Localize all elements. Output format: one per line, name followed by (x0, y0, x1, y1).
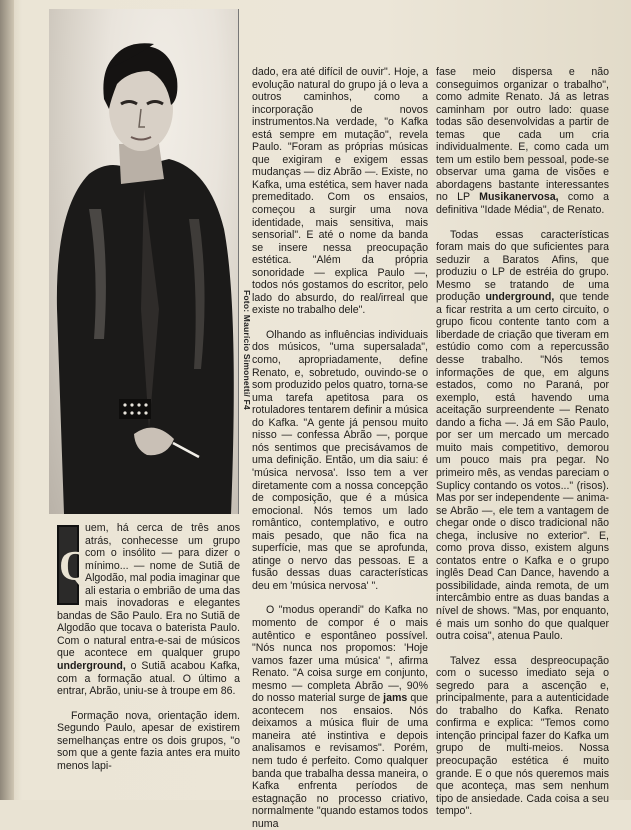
paragraph: Todas essas características foram mais do que suficientes para seduzir a Baratos Afins, que produziu o LP de estréia do grupo. Mesmo se tratando de uma produção underground, que tende a ficar restrita a um certo circuito, o grupo ficou contente tanto com a liberdade de criação que tiveram em estúdio como com a repercussão desse trabalho. "Nós temos informações de que, em alguns estados, como no Paraná, por exemplo, está havendo uma aceitação surpreendente — Renato dando a ficha —. Já em São Paulo, por ser um mercado um mercado muito mais competitivo, demorou um pouco mais pra pegar. No primeiro mês, as vendas pareciam o Suplicy contando os votos..." (risos). Mas por ser independente — anima-se Abrão —, ele tem a vantagem de chegar onde o disco tradicional não chega, inclusive no exterior". E, como prova disso, existem alguns contatos entre o Kafka e o grupo inglês Dead Can Dance, havendo a possibilidade, ainda remota, de um intercâmbio entre as duas bandas a nível de shows. "Mas, por enquanto, é mais um sonho do que qualquer outra coisa", atenua Paulo. (436, 228, 609, 643)
photo-right-rule (238, 9, 239, 514)
article-column-2 (252, 66, 428, 830)
paragraph: O "modus operandi" do Kafka no momento de compor é o mais autêntico e espontâneo possível. "Nós nunca nos propomos: 'Hoje vamos fazer uma música' ", afirma Renato. "A coisa surge em conjunto, mesmo — completa Abrão —, 90% do nosso material surge de jams que acontecem nos ensaios. Nós deixamos a música fluir de uma maneira até instintiva e depois analisamos e revisamos". Porém, nem tudo é perfeito. Como qualquer banda que trabalha dessa maneira, o Kafka enfrenta períodos de estagnação no processo criativo, normalmente "quando estamos todos numa (252, 604, 428, 830)
paragraph: Talvez essa despreocupação com o sucesso imediato seja o segredo para a ascenção e, principalmente, para a autenticidade do trabalho do Kafka. Renato confirma e explica: "Temos como intenção principal fazer do Kafka um grupo de multi-meios. Nossa preocupação estética é muito grande. E o que nós queremos mais que aconteça, mas sem nenhum tipo de ansiedade. Cada coisa a seu tempo". (436, 654, 609, 818)
photo-credit-text: Foto: Maurício Simonetti/ F4 (242, 290, 252, 410)
page-edge-shadow (0, 0, 14, 800)
portrait-photo (49, 9, 239, 514)
paragraph: Formação nova, orientação idem. Segundo Paulo, apesar de existirem semelhanças entre os dois grupos, "o som que a gente fazia antes era muito menos lapi- (57, 709, 240, 772)
article-column-1 (57, 522, 240, 772)
paragraph: fase meio dispersa e não conseguimos organizar o trabalho", como admite Renato. Já as letras caminham por outro lado: quase todas são desenvolvidas a partir de temas que cada um cria individualmente. E, como cada um tem um estilo bem pessoal, pode-se observar uma gama de visões e abordagens bastante interessantes no LP Musikanervosa, como a definitiva "Idade Média", de Renato. (436, 66, 609, 217)
article-column-3 (436, 66, 609, 818)
drop-cap: Q (57, 525, 79, 605)
portrait-figure (49, 9, 239, 514)
paragraph: Olhando as influências individuais dos músicos, "uma supersalada", como, apropriadamente, define Renato, e, sobretudo, ouvindo-se o som produzido pelos quatro, torna-se uma tarefa apetitosa para os rotuladores tentarem definir a música do Kafka. "A gente já pensou muito nisso — confessa Abrão —, porque nós sentimos que precisávamos de uma definição. Então, um dia saiu: é 'música nervosa'. Isso tem a ver diretamente com a nossa concepção de composição, que é a música emocional. Nós temos um lado romântico, contemplativo, e outro mais pesado, que não fica na superfície, mas que se aprofunda, atinge o nervo das pessoas. E a fusão dessas duas características deu em 'música nervosa' ". (252, 328, 428, 592)
paragraph: dado, era até difícil de ouvir". Hoje, a evolução natural do grupo já o leva a outros caminhos, como a incorporação de novos instrumentos.Na verdade, "o Kafka está sempre em mutação", revela Paulo. "Foram as próprias músicas que exigiram e exigem essas mudanças — diz Abrão —. Existe, no Kafka, uma estética, sem haver nada premeditado. Com os ensaios, começou a surgir uma nova identidade, mais sensitiva, mais sensorial". E até o nome da banda se insere nessa preocupação estética. "Além da própria sonoridade — explica Paulo —, todos nós gostamos do escritor, pelo lado do absurdo, do real/irreal que existe no trabalho dele". (252, 66, 428, 317)
paragraph: Q uem, há cerca de três anos atrás, conhecesse um grupo com o insólito — para dizer o mínimo... — nome de Sutiã de Algodão, mal podia imaginar que ali estaria o embrião de uma das mais inovadoras e elegantes bandas de São Paulo. Era no Sutiã de Algodão que tocava o baterista Paulo. Com o natural entra-e-sai de músicos que acontece em qualquer grupo underground, o Sutiã acabou Kafka, com a formação atual. O último a entrar, Abrão, uniu-se à troupe em 86. (57, 522, 240, 698)
